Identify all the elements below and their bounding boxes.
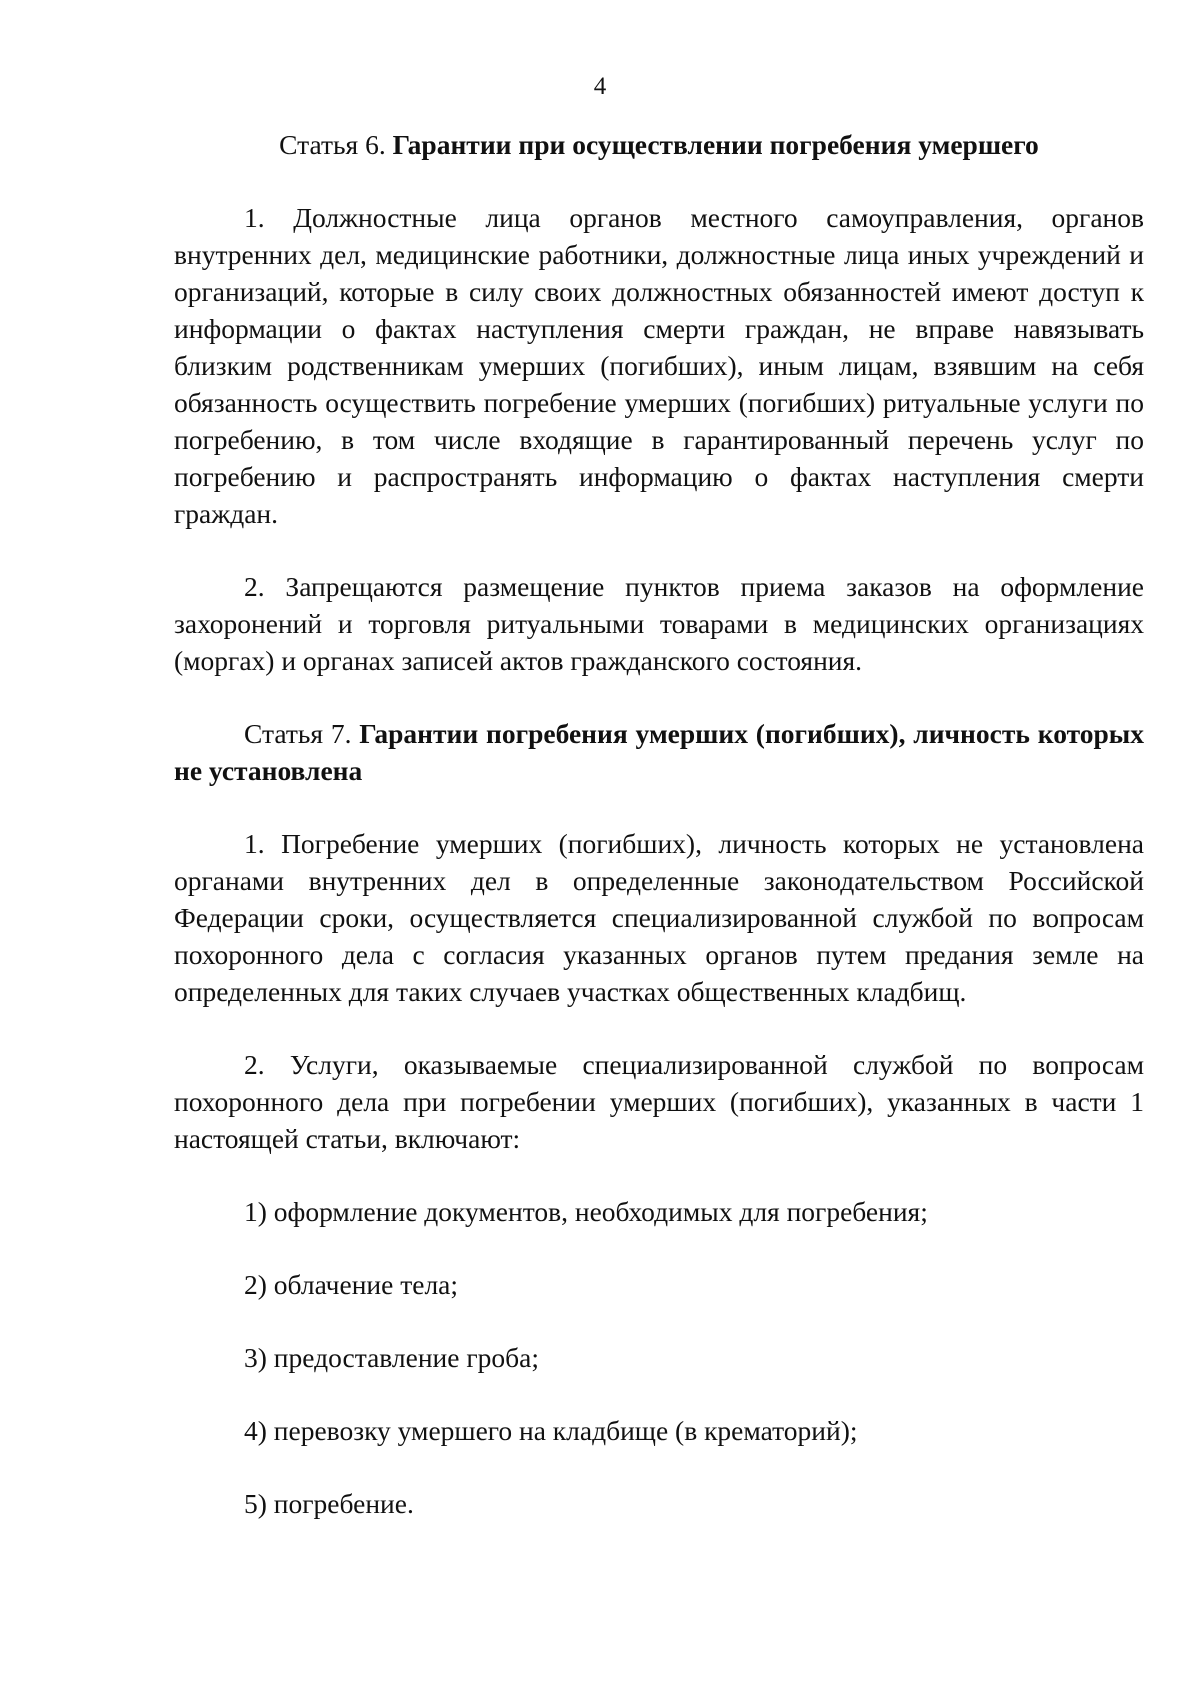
page-number: 4 — [593, 73, 607, 100]
article-6-paragraph-2: 2. Запрещаются размещение пунктов приема заказов на оформление захоронений и торговля ритуальными товарами в медицинских организациях (моргах) и органах записей актов гражданского состояния. — [174, 571, 1144, 676]
article-7-paragraph-2: 2. Услуги, оказываемые специализированной службой по вопросам похоронного дела при погребении умерших (погибших), указанных в части 1 настоящей статьи, включают: — [174, 1049, 1144, 1154]
list-item: 1) оформление документов, необходимых для погребения; — [244, 1196, 928, 1227]
article-6-prefix: Статья 6. — [279, 129, 393, 160]
article-6-paragraph-1: 1. Должностные лица органов местного самоуправления, органов внутренних дел, медицинские работники, должностные лица иных учреждений и организаций, которые в силу своих должностных обязанностей имеют доступ к информации о фактах наступления смерти граждан, не вправе навязывать близким родственникам умерших (погибших), иным лицам, взявшим на себя обязанность осуществить погребение умерших (погибших) ритуальные услуги по погребению, в том числе входящие в гарантированный перечень услуг по погребению и распространять информацию о фактах наступления смерти граждан. — [174, 202, 1144, 529]
article-7-paragraph-1: 1. Погребение умерших (погибших), личность которых не установлена органами внутренних дел в определенные законодательством Российской Федерации сроки, осуществляется специализированной службой по вопросам похоронного дела с согласия указанных органов путем предания земле на определенных для таких случаев участках общественных кладбищ. — [174, 828, 1144, 1007]
document-body — [174, 126, 1144, 1522]
article-7-title: Гарантии погребения умерших (погибших), личность которых не установлена — [174, 718, 1144, 786]
list-item: 3) предоставление гроба; — [244, 1342, 539, 1373]
article-6-title: Гарантии при осуществлении погребения умершего — [392, 129, 1039, 160]
article-7-heading — [174, 715, 1144, 789]
article-7-prefix: Статья 7. — [244, 718, 360, 749]
article-6-heading — [174, 126, 1144, 163]
list-item: 5) погребение. — [244, 1488, 414, 1519]
list-item: 4) перевозку умершего на кладбище (в крематорий); — [244, 1415, 858, 1446]
list-item: 2) облачение тела; — [244, 1269, 459, 1300]
